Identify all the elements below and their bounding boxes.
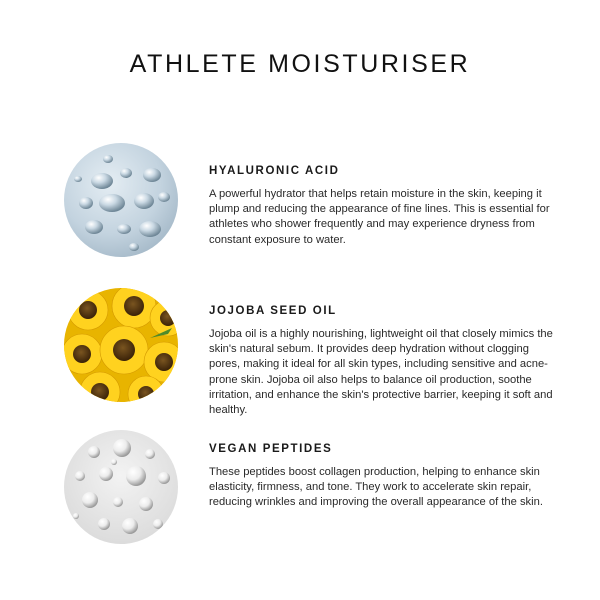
water-droplets-white-icon <box>64 430 178 544</box>
ingredient-heading: HYALURONIC ACID <box>209 165 340 177</box>
vegan-peptides-image <box>64 430 178 544</box>
page-title: ATHLETE MOISTURISER <box>129 50 471 78</box>
water-droplets-blue-icon <box>64 143 178 257</box>
sunflower-icon <box>64 288 178 402</box>
ingredient-description: A powerful hydrator that helps retain moisture in the skin, keeping it plump and reducing the appearance of fine lines. This is essential for athletes who shower frequently and may experience dryness from constant exposure to water. <box>209 188 550 246</box>
ingredient-heading: VEGAN PEPTIDES <box>209 443 333 455</box>
hyaluronic-acid-image <box>64 143 178 257</box>
ingredient-description: Jojoba oil is a highly nourishing, lightweight oil that closely mimics the skin's natural sebum. It provides deep hydration without clogging pores, making it ideal for all skin types, including sensitive and acne-prone skin. Jojoba oil also helps to balance oil production, soothe irritation, and enhance the skin's protective barrier, keeping it soft and healthy. <box>209 328 553 417</box>
hyaluronic-acid-text <box>209 165 554 248</box>
ingredient-heading: JOJOBA SEED OIL <box>209 305 337 317</box>
ingredient-description: These peptides boost collagen production, helping to enhance skin elasticity, firmness, and tone. They work to accelerate skin repair, reducing wrinkles and improving the overall appearance of the skin. <box>209 466 543 509</box>
jojoba-seed-oil-image <box>64 288 178 402</box>
jojoba-seed-oil-text <box>209 305 554 418</box>
vegan-peptides-text <box>209 443 554 511</box>
